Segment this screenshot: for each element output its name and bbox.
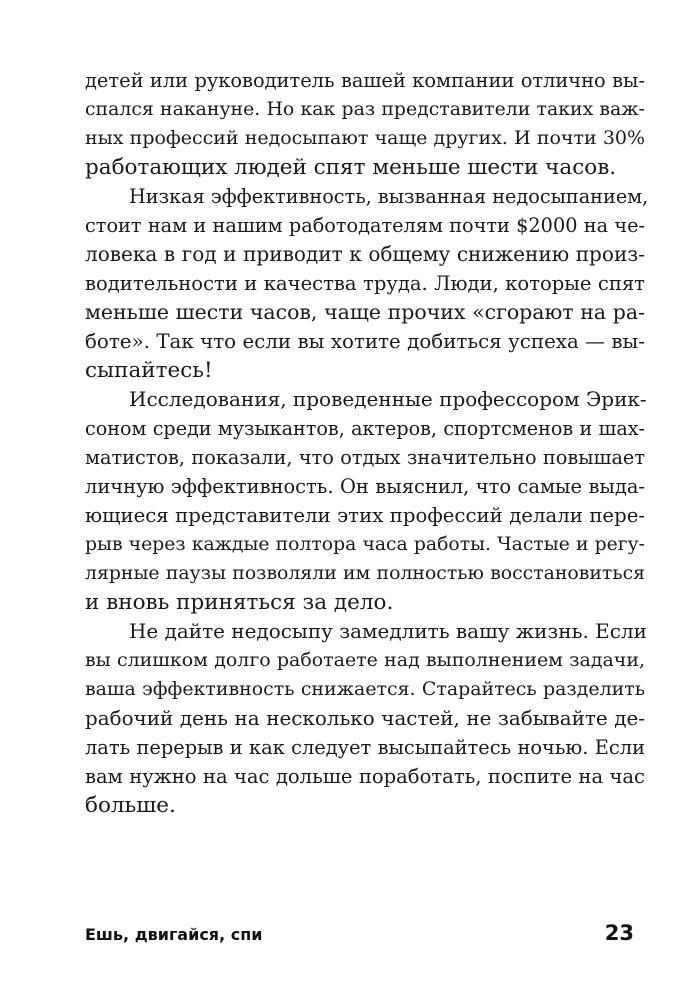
text-line: боте». Так что если вы хотите добиться успеха — вы- <box>85 330 645 353</box>
text-line: матистов, показали, что отдых значительно повышает <box>85 446 645 469</box>
text-line: Низкая эффективность, вызванная недосыпанием, <box>129 185 649 208</box>
text-line: меньше шести часов, чаще прочих «сгорают на ра- <box>85 300 645 324</box>
text-line: рабочий день на несколько частей, не забывайте де- <box>85 707 645 730</box>
text-line: спался накануне. Но как раз представители таких важ- <box>85 98 645 120</box>
paragraph <box>85 182 649 385</box>
body-text <box>85 66 649 820</box>
text-line: сыпайтесь! <box>85 358 213 383</box>
text-line: ющиеся представители этих профессий делали пере- <box>85 504 645 527</box>
page-footer <box>85 921 634 951</box>
text-line: соном среди музыкантов, актеров, спортсменов и шах- <box>85 417 645 440</box>
text-line: лярные паузы позволяли им полностью восстановиться <box>85 563 645 584</box>
text-line: Не дайте недосыпу замедлить вашу жизнь. Если <box>129 619 647 643</box>
text-line: рыв через каждые полтора часа работы. Частые и регу- <box>85 534 645 555</box>
text-line: вы слишком долго работаете над выполнением задачи, <box>85 649 645 671</box>
paragraph <box>85 66 645 182</box>
text-line: личную эффективность. Он выяснил, что самые выда- <box>85 475 645 498</box>
text-line: ловека в год и приводит к общему снижению произ- <box>85 242 645 266</box>
paragraph <box>85 385 645 617</box>
text-line: лать перерыв и как следует высыпайтесь ночью. Если <box>85 736 645 759</box>
text-line: ных профессий недосыпают чаще других. И почти 30% <box>85 127 645 149</box>
text-line: вам нужно на час дольше поработать, поспите на час <box>85 765 645 788</box>
text-line: больше. <box>85 793 176 818</box>
text-line: детей или руководитель вашей компании отлично вы- <box>85 69 645 92</box>
text-line: и вновь приняться за дело. <box>85 590 394 615</box>
text-line: ваша эффективность снижается. Старайтесь разделить <box>85 678 645 700</box>
paragraph <box>85 617 645 820</box>
text-line: водительности и качества труда. Люди, которые спят <box>85 272 645 295</box>
text-line: Исследования, проведенные профессором Эрик- <box>129 387 647 411</box>
running-footer-title: Ешь, двигайся, спи <box>85 925 263 944</box>
text-line: стоит нам и нашим работодателям почти $2000 на че- <box>85 214 645 237</box>
text-line: работающих людей спят меньше шести часов. <box>85 155 617 180</box>
page-number: 23 <box>604 921 634 945</box>
